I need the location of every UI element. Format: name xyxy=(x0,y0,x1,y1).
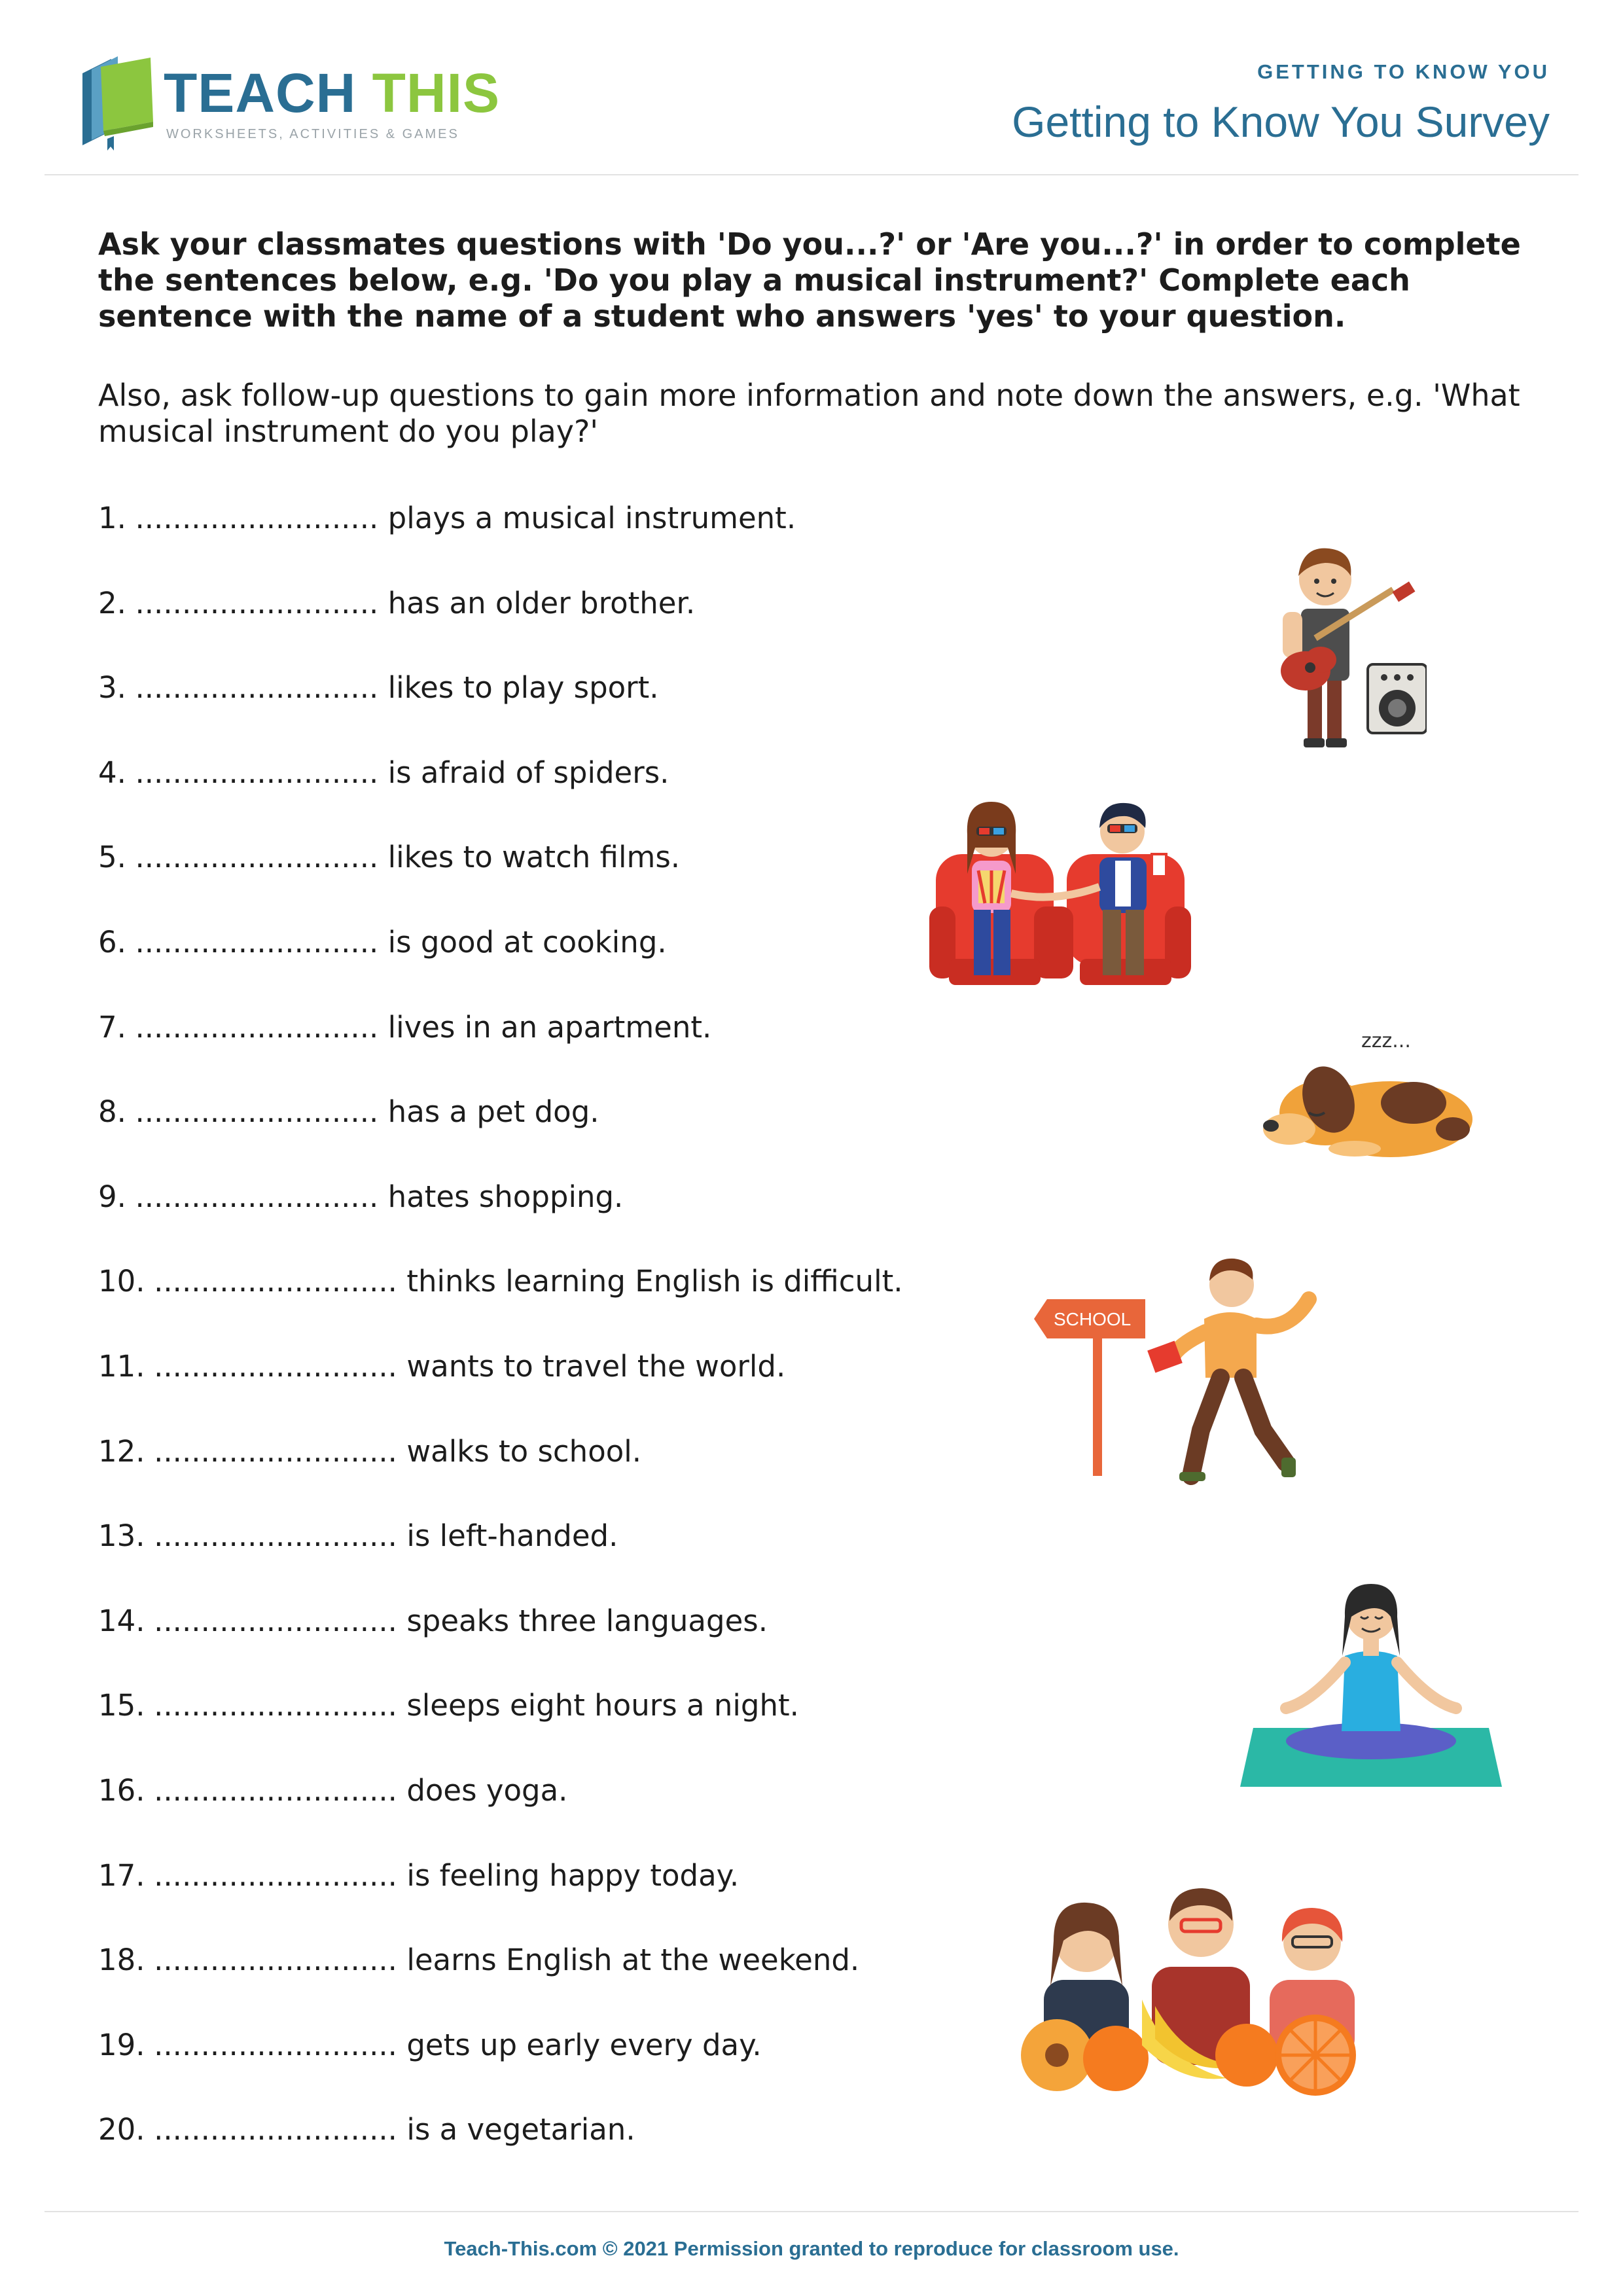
item-number: 15. xyxy=(98,1688,145,1723)
list-item xyxy=(98,1177,1014,1263)
item-text: has a pet dog. xyxy=(387,1094,599,1130)
list-item xyxy=(98,1602,1014,1687)
yoga-illustration xyxy=(1240,1571,1515,1793)
page-title: Getting to Know You Survey xyxy=(1012,98,1550,146)
list-item xyxy=(98,2026,1014,2111)
item-number: 8. xyxy=(98,1094,126,1130)
instructions-followup: Also, ask follow-up questions to gain more information and note down the answers, e.g. 'What musical instrument do you play?' xyxy=(98,378,1520,449)
answer-blank: .......................... xyxy=(154,1264,397,1299)
answer-blank: .......................... xyxy=(154,2112,397,2147)
answer-blank: .......................... xyxy=(135,924,379,960)
guitar-player-illustration xyxy=(1270,537,1427,753)
item-number: 12. xyxy=(98,1433,145,1469)
walk-to-school-illustration xyxy=(1034,1253,1322,1502)
list-item xyxy=(98,499,1014,584)
sleeping-dog-illustration xyxy=(1263,1021,1479,1162)
answer-blank: .......................... xyxy=(154,1688,397,1723)
people-with-fruit-illustration xyxy=(1018,1869,1384,2098)
item-number: 20. xyxy=(98,2112,145,2147)
footer-divider xyxy=(45,2211,1578,2212)
answer-blank: .......................... xyxy=(154,1603,397,1638)
list-item xyxy=(98,668,1014,753)
item-text: learns English at the weekend. xyxy=(406,1943,860,1978)
answer-blank: .......................... xyxy=(135,585,379,620)
list-item xyxy=(98,923,1014,1008)
header-divider xyxy=(45,174,1578,175)
answer-blank: .......................... xyxy=(135,840,379,875)
answer-blank: .......................... xyxy=(135,1009,379,1045)
list-item xyxy=(98,1516,1014,1602)
item-text: is a vegetarian. xyxy=(406,2112,635,2147)
list-item xyxy=(98,1941,1014,2026)
answer-blank: .......................... xyxy=(135,755,379,790)
list-item xyxy=(98,1771,1014,1856)
answer-blank: .......................... xyxy=(135,670,379,706)
list-item xyxy=(98,1008,1014,1093)
item-text: has an older brother. xyxy=(387,585,696,620)
item-number: 18. xyxy=(98,1943,145,1978)
item-number: 17. xyxy=(98,1857,145,1893)
item-text: lives in an apartment. xyxy=(387,1009,712,1045)
list-item xyxy=(98,1262,1014,1347)
answer-blank: .......................... xyxy=(135,501,379,535)
item-text: walks to school. xyxy=(406,1433,642,1469)
item-number: 1. xyxy=(98,501,126,535)
logo-word-this: THIS xyxy=(372,62,501,124)
item-text: plays a musical instrument. xyxy=(387,501,796,535)
footer-copyright: Teach-This.com © 2021 Permission granted to reproduce for classroom use. xyxy=(444,2237,1179,2260)
item-text: wants to travel the world. xyxy=(406,1348,786,1384)
instructions-main: Ask your classmates questions with 'Do you...?' or 'Are you...?' in order to complete the sentences below, e.g. 'Do you play a musical instrument?' Complete each sentence with the name of a student who answers 'yes' to your question. xyxy=(98,226,1521,334)
item-text: sleeps eight hours a night. xyxy=(406,1688,799,1723)
logo-tagline: WORKSHEETS, ACTIVITIES & GAMES xyxy=(166,127,459,141)
item-number: 7. xyxy=(98,1009,126,1045)
school-sign-text: SCHOOL xyxy=(1054,1309,1132,1329)
dog-zzz-text: zzz... xyxy=(1361,1030,1411,1052)
item-number: 14. xyxy=(98,1603,145,1638)
item-number: 13. xyxy=(98,1518,145,1554)
answer-blank: .......................... xyxy=(154,2027,397,2062)
answer-blank: .......................... xyxy=(135,1094,379,1130)
item-text: likes to play sport. xyxy=(387,670,659,706)
category-label: GETTING TO KNOW YOU xyxy=(1257,60,1550,83)
item-text: speaks three languages. xyxy=(406,1603,768,1638)
cinema-couple-illustration xyxy=(929,789,1191,1005)
item-text: is left-handed. xyxy=(406,1518,618,1554)
answer-blank: .......................... xyxy=(154,1348,397,1384)
answer-blank: .......................... xyxy=(154,1772,397,1808)
item-text: likes to watch films. xyxy=(387,840,681,875)
item-number: 3. xyxy=(98,670,126,706)
item-number: 19. xyxy=(98,2027,145,2062)
item-text: hates shopping. xyxy=(387,1179,624,1214)
item-number: 6. xyxy=(98,924,126,960)
book-logo-icon xyxy=(77,54,175,152)
item-number: 11. xyxy=(98,1348,145,1384)
item-text: is good at cooking. xyxy=(387,924,667,960)
answer-blank: .......................... xyxy=(154,1943,397,1978)
list-item xyxy=(98,753,1014,838)
item-number: 5. xyxy=(98,840,126,875)
list-item xyxy=(98,584,1014,669)
item-number: 2. xyxy=(98,585,126,620)
teach-this-logo xyxy=(77,54,501,152)
list-item xyxy=(98,1856,1014,1941)
item-number: 4. xyxy=(98,755,126,790)
item-text: gets up early every day. xyxy=(406,2027,762,2062)
item-number: 9. xyxy=(98,1179,126,1214)
item-number: 16. xyxy=(98,1772,145,1808)
answer-blank: .......................... xyxy=(154,1433,397,1469)
logo-wordmark xyxy=(164,60,500,126)
list-item xyxy=(98,1686,1014,1771)
item-text: does yoga. xyxy=(406,1772,568,1808)
item-text: is afraid of spiders. xyxy=(387,755,669,790)
list-item xyxy=(98,1092,1014,1177)
item-number: 10. xyxy=(98,1264,145,1299)
logo-word-teach: TEACH xyxy=(164,62,357,124)
answer-blank: .......................... xyxy=(154,1518,397,1554)
list-item xyxy=(98,2110,1014,2195)
item-text: is feeling happy today. xyxy=(406,1857,740,1893)
list-item xyxy=(98,1432,1014,1517)
answer-blank: .......................... xyxy=(154,1857,397,1893)
list-item xyxy=(98,1347,1014,1432)
list-item xyxy=(98,838,1014,923)
answer-blank: .......................... xyxy=(135,1179,379,1214)
item-text: thinks learning English is difficult. xyxy=(406,1264,903,1299)
survey-sentence-list xyxy=(98,499,1014,2195)
